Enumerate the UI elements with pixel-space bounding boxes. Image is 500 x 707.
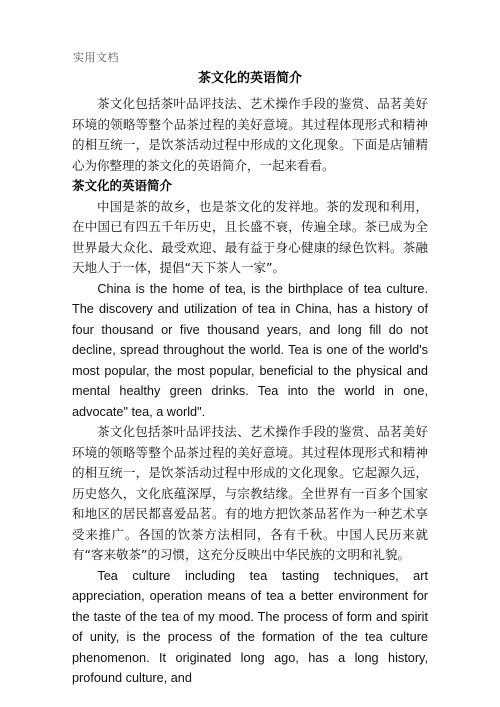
paragraph-zh-2: 茶文化包括茶叶品评技法、艺术操作手段的鉴赏、品茗美好环境的领略等整个品茶过程的美好意境。其过程体现形式和精神的相互统一，是饮茶活动过程中形成的文化现象。它起源久远，历史悠久，文化底蕴深厚，与宗教结缘。全世界有一百多个国家和地区的居民都喜爱品茗。有的地方把饮茶品茗作为一种艺术享受来推广。各国的饮茶方法相同，各有千秋。中国人民历来就有“客来敬茶”的习惯，这充分反映出中华民族的文明和礼貌。: [72, 424, 428, 562]
paragraph-en-1: China is the home of tea, is the birthplace of tea culture. The discovery and utilization of tea in China, has a history of four thousand or five thousand years, and long fill do not decline, spread throughout the world. Tea is one of the world's most popular, the most popular, beneficial to the physical and mental healthy green drinks. Tea into the world in one, advocate" tea, a world".: [72, 281, 428, 419]
document-title: 茶文化的英语简介: [197, 71, 302, 86]
document-header-label: 实用文档: [73, 51, 119, 64]
intro-paragraph: 茶文化包括茶叶品评技法、艺术操作手段的鉴赏、品茗美好环境的领略等整个品茶过程的美好意境。其过程体现形式和精神的相互统一，是饮茶活动过程中形成的文化现象。下面是店铺精心为你整理的茶文化的英语简介，一起来看看。: [72, 96, 428, 173]
document-body: [72, 94, 428, 689]
section-heading: 茶文化的英语简介: [72, 178, 173, 193]
paragraph-en-2: Tea culture including tea tasting techniques, art appreciation, operation means of tea a better environment for the taste of the tea of my mood. The process of form and spirit of unity, is the process of the formation of the tea culture phenomenon. It originated long ago, has a long history, profound culture, and: [72, 568, 428, 685]
paragraph-zh-1: 中国是茶的故乡，也是茶文化的发祥地。茶的发现和利用，在中国已有四五千年历史，且长盛不衰，传遍全球。茶已成为全世界最大众化、最受欢迎、最有益于身心健康的绿色饮料。茶融天地人于一体，提倡“天下茶人一家”。: [72, 198, 428, 275]
